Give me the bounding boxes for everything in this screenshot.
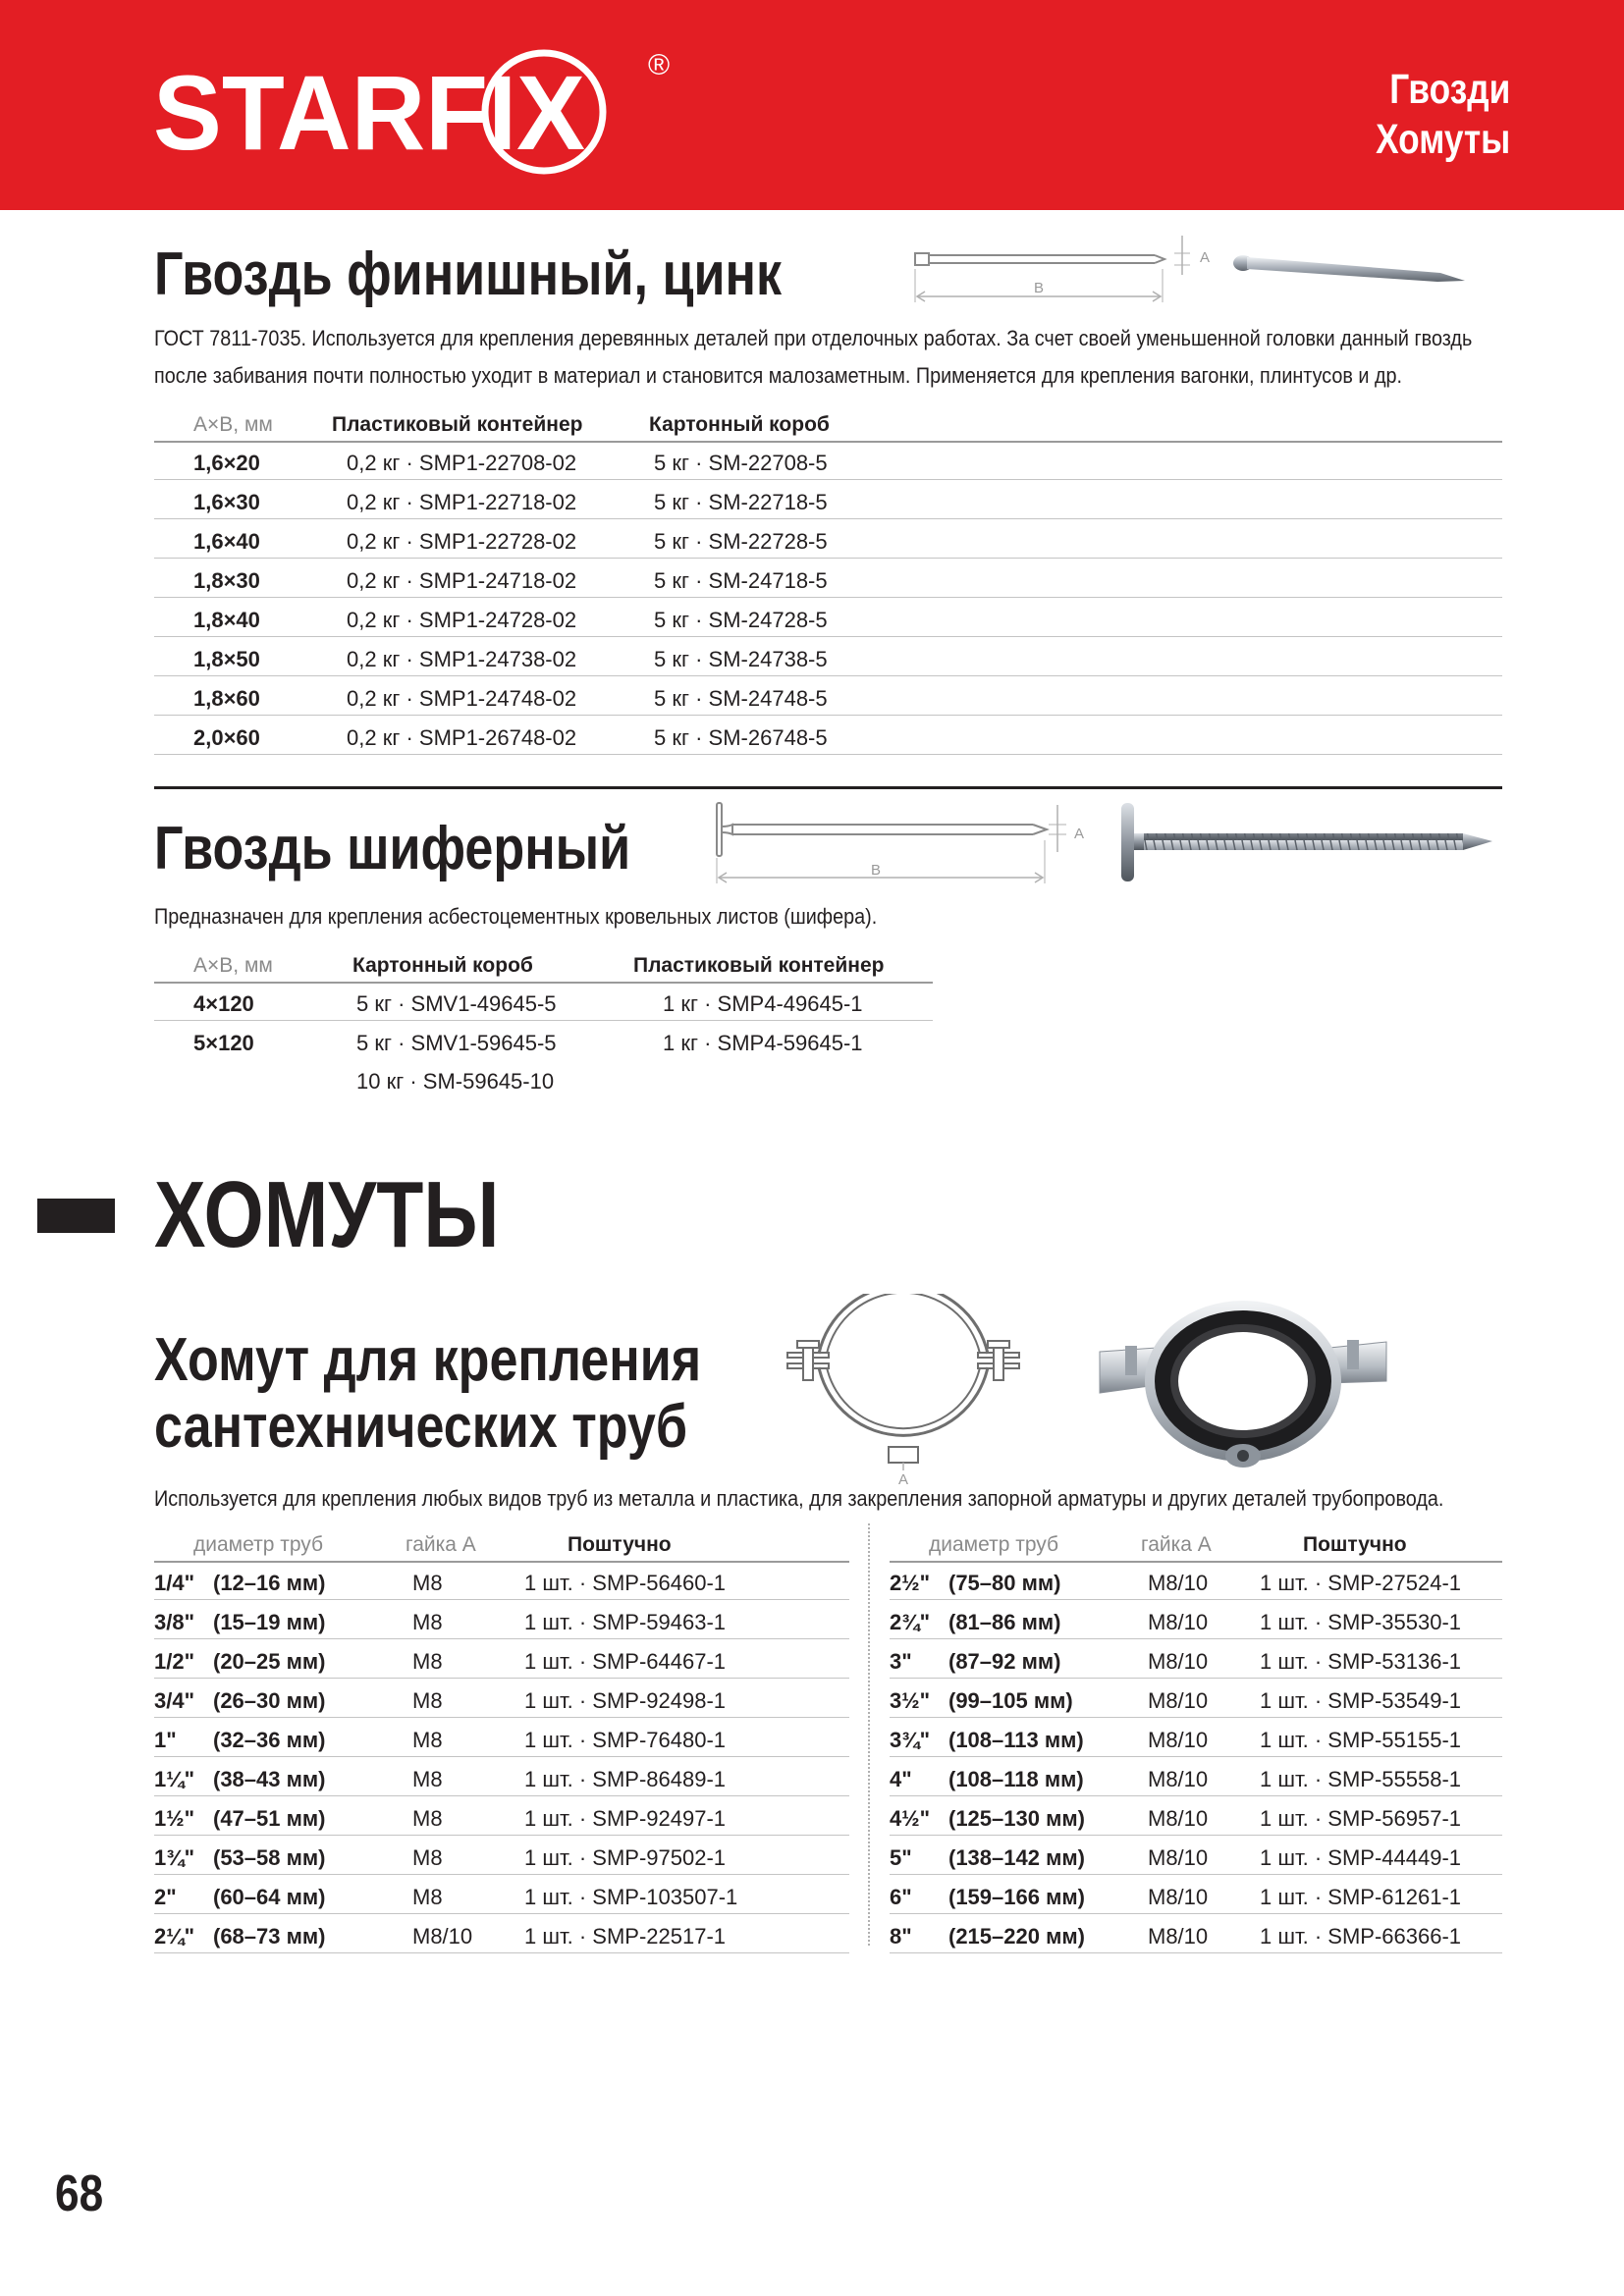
table-cell: 4" [890, 1767, 912, 1791]
table-cell: 5 кг · SM-24718-5 [654, 568, 828, 593]
page-number: 68 [55, 2165, 104, 2222]
finish-nail-photo [1229, 251, 1475, 291]
finish-nail-table [154, 411, 1502, 755]
table-row [154, 982, 933, 1021]
table-cell: M8 [412, 1767, 443, 1791]
finish-nail-diagram [903, 232, 1227, 310]
table-cell: 5" [890, 1845, 912, 1870]
table-row [154, 1561, 849, 1600]
table-cell: 1 шт. · SMP-55155-1 [1260, 1728, 1462, 1752]
table-cell: 5 кг · SM-24738-5 [654, 647, 828, 671]
table-cell: (125–130 мм) [948, 1806, 1085, 1831]
description-line: ГОСТ 7811-7035. Используется для крепления деревянных деталей при отделочных работах. За счет своей уменьшенной головки данный гвоздь [154, 326, 1473, 350]
table-row [154, 1059, 933, 1097]
table-cell: 0,2 кг · SMP1-24738-02 [347, 647, 577, 671]
table-cell: 2¾" [890, 1610, 931, 1634]
table-cell: (159–166 мм) [948, 1885, 1085, 1909]
table-row [890, 1796, 1502, 1836]
column-header: гайка А [406, 1533, 476, 1556]
table-row [890, 1875, 1502, 1914]
table-cell: 5 кг · SM-22718-5 [654, 490, 828, 514]
table-cell: M8/10 [1148, 1885, 1209, 1909]
table-row [154, 637, 1502, 676]
table-cell: 3¾" [890, 1728, 931, 1752]
table-cell: 3/8" [154, 1610, 195, 1634]
table-cell: 1 шт. · SMP-103507-1 [524, 1885, 738, 1909]
table-cell: (32–36 мм) [213, 1728, 326, 1752]
table-cell: M8/10 [1148, 1845, 1209, 1870]
table-cell: (75–80 мм) [948, 1571, 1061, 1595]
header-categories [1376, 65, 1510, 165]
table-cell: 0,2 кг · SMP1-26748-02 [347, 725, 577, 750]
table-cell: 0,2 кг · SMP1-24718-02 [347, 568, 577, 593]
table-row [890, 1836, 1502, 1875]
table-cell: (53–58 мм) [213, 1845, 326, 1870]
slate-nail-photo [1108, 801, 1500, 883]
title-line: Хомут для крепления [154, 1326, 702, 1394]
table-row [154, 1757, 849, 1796]
table-row [890, 1639, 1502, 1679]
column-header: Пластиковый контейнер [332, 413, 583, 436]
table-cell: M8/10 [412, 1924, 473, 1949]
section-divider [154, 786, 1502, 789]
table-cell: 1,6×40 [193, 529, 260, 554]
table-row [154, 1718, 849, 1757]
column-header: диаметр труб [193, 1533, 324, 1556]
table-row [154, 676, 1502, 716]
table-cell: 1/4" [154, 1571, 195, 1595]
table-separator [868, 1523, 870, 1946]
column-header: А×В, мм [193, 413, 273, 436]
table-cell: 1" [154, 1728, 177, 1752]
section-marker [37, 1199, 115, 1233]
nut-a-label: A [897, 1471, 909, 1486]
table-row [890, 1718, 1502, 1757]
table-row [154, 480, 1502, 519]
table-row [154, 1914, 849, 1953]
table-cell: M8 [412, 1688, 443, 1713]
table-row [154, 1679, 849, 1718]
table-row [890, 1914, 1502, 1953]
column-header: А×В, мм [193, 954, 273, 977]
table-cell: (68–73 мм) [213, 1924, 326, 1949]
table-row [154, 1600, 849, 1639]
table-cell: 2" [154, 1885, 177, 1909]
table-cell: 5 кг · SM-22728-5 [654, 529, 828, 554]
table-cell: 1 шт. · SMP-56957-1 [1260, 1806, 1462, 1831]
table-cell: 1 шт. · SMP-53136-1 [1260, 1649, 1462, 1674]
table-cell: 2,0×60 [193, 725, 260, 750]
table-cell: 5×120 [193, 1031, 254, 1055]
table-cell: (99–105 мм) [948, 1688, 1073, 1713]
table-cell: (60–64 мм) [213, 1885, 326, 1909]
table-cell: (26–30 мм) [213, 1688, 326, 1713]
table-cell: 0,2 кг · SMP1-24728-02 [347, 608, 577, 632]
table-row [890, 1561, 1502, 1600]
category-clamps: Хомуты [1375, 116, 1510, 163]
pipe-clamp-diagram [785, 1294, 1021, 1486]
slate-nail-title: Гвоздь шиферный [154, 815, 631, 882]
table-cell: 0,2 кг · SMP1-22708-02 [347, 451, 577, 475]
table-cell: 4½" [890, 1806, 931, 1831]
table-cell: 1/2" [154, 1649, 195, 1674]
table-cell: 5 кг · SMV1-49645-5 [356, 991, 557, 1016]
table-cell: 1,8×50 [193, 647, 260, 671]
title-line: сантехнических труб [154, 1393, 688, 1461]
table-cell: 1 шт. · SMP-27524-1 [1260, 1571, 1462, 1595]
column-header: Поштучно [1303, 1533, 1407, 1556]
pipe-clamp-photo [1096, 1291, 1390, 1477]
table-cell: 1,8×30 [193, 568, 260, 593]
table-cell: M8 [412, 1649, 443, 1674]
table-cell: 1 шт. · SMP-55558-1 [1260, 1767, 1462, 1791]
column-header: Картонный короб [352, 954, 533, 977]
pipe-clamp-table-left [154, 1531, 849, 1953]
table-cell: 1 шт. · SMP-86489-1 [524, 1767, 727, 1791]
dimension-a-label: A [1074, 826, 1085, 842]
table-cell: 1,6×20 [193, 451, 260, 475]
table-row [154, 1796, 849, 1836]
table-row [890, 1679, 1502, 1718]
table-row [154, 598, 1502, 637]
table-header [154, 952, 933, 982]
table-row [154, 1021, 933, 1059]
table-row [154, 1836, 849, 1875]
table-cell: 3" [890, 1649, 912, 1674]
table-cell: 1 шт. · SMP-92497-1 [524, 1806, 727, 1831]
table-cell: 1 шт. · SMP-61261-1 [1260, 1885, 1462, 1909]
slate-nail-description: Предназначен для крепления асбестоцементных кровельных листов (шифера). [154, 904, 878, 929]
registered-mark: ® [648, 49, 671, 81]
table-cell: (38–43 мм) [213, 1767, 326, 1791]
table-cell: 1 кг · SMP4-59645-1 [663, 1031, 863, 1055]
column-header: диаметр труб [929, 1533, 1059, 1556]
table-header [154, 411, 1502, 441]
table-cell: 1 кг · SMP4-49645-1 [663, 991, 863, 1016]
pipe-clamp-description: Используется для крепления любых видов труб из металла и пластика, для закрепления запорной арматуры и других деталей трубопровода. [154, 1486, 1444, 1511]
table-cell: 4×120 [193, 991, 254, 1016]
slate-nail-table [154, 952, 933, 1097]
table-cell: 1,8×60 [193, 686, 260, 711]
table-cell: (81–86 мм) [948, 1610, 1061, 1634]
table-cell: 10 кг · SM-59645-10 [356, 1069, 555, 1094]
table-cell: 1,6×30 [193, 490, 260, 514]
table-cell: 3/4" [154, 1688, 195, 1713]
table-header [154, 1531, 849, 1561]
table-cell: 5 кг · SMV1-59645-5 [356, 1031, 557, 1055]
slate-nail-diagram [709, 801, 1092, 885]
table-cell: 1 шт. · SMP-56460-1 [524, 1571, 727, 1595]
table-cell: (108–113 мм) [948, 1728, 1084, 1752]
table-row [154, 1639, 849, 1679]
table-cell: 5 кг · SM-26748-5 [654, 725, 828, 750]
table-row [154, 559, 1502, 598]
table-cell: (20–25 мм) [213, 1649, 326, 1674]
table-row [890, 1600, 1502, 1639]
starfix-logo [147, 39, 677, 177]
dimension-a-label: A [1200, 249, 1211, 266]
table-cell: 6" [890, 1885, 912, 1909]
table-cell: M8 [412, 1845, 443, 1870]
table-cell: 0,2 кг · SMP1-22718-02 [347, 490, 577, 514]
table-cell: 1 шт. · SMP-44449-1 [1260, 1845, 1462, 1870]
table-cell: 1 шт. · SMP-53549-1 [1260, 1688, 1462, 1713]
table-cell: M8 [412, 1571, 443, 1595]
table-cell: 2½" [890, 1571, 931, 1595]
table-cell: M8/10 [1148, 1728, 1209, 1752]
table-header [890, 1531, 1502, 1561]
brand-wordmark: STARFIX [153, 53, 585, 172]
table-cell: M8/10 [1148, 1924, 1209, 1949]
table-cell: (12–16 мм) [213, 1571, 326, 1595]
pipe-clamp-table-right [890, 1531, 1502, 1953]
column-header: Поштучно [568, 1533, 672, 1556]
table-cell: M8/10 [1148, 1610, 1209, 1634]
table-cell: 2¼" [154, 1924, 195, 1949]
table-cell: (215–220 мм) [948, 1924, 1085, 1949]
description-line: после забивания почти полностью уходит в материал и становится малозаметным. Применяется для крепления вагонки, плинтусов и др. [154, 363, 1403, 388]
pipe-clamp-title [154, 1327, 701, 1461]
table-cell: M8 [412, 1806, 443, 1831]
table-cell: 1 шт. · SMP-59463-1 [524, 1610, 727, 1634]
table-cell: 0,2 кг · SMP1-22728-02 [347, 529, 577, 554]
table-cell: M8/10 [1148, 1649, 1209, 1674]
table-cell: 3½" [890, 1688, 931, 1713]
table-cell: 1 шт. · SMP-35530-1 [1260, 1610, 1462, 1634]
table-cell: 5 кг · SM-22708-5 [654, 451, 828, 475]
table-cell: M8 [412, 1610, 443, 1634]
table-cell: 1¾" [154, 1845, 195, 1870]
table-cell: 1¼" [154, 1767, 195, 1791]
table-row [154, 716, 1502, 755]
table-cell: 1 шт. · SMP-97502-1 [524, 1845, 727, 1870]
table-cell: 1 шт. · SMP-66366-1 [1260, 1924, 1462, 1949]
table-row [154, 519, 1502, 559]
table-cell: 1½" [154, 1806, 195, 1831]
table-row [890, 1757, 1502, 1796]
page-header [0, 0, 1624, 210]
table-cell: 5 кг · SM-24748-5 [654, 686, 828, 711]
table-cell: M8 [412, 1885, 443, 1909]
table-cell: M8/10 [1148, 1571, 1209, 1595]
table-cell: 1 шт. · SMP-92498-1 [524, 1688, 727, 1713]
table-cell: 0,2 кг · SMP1-24748-02 [347, 686, 577, 711]
table-row [154, 1875, 849, 1914]
table-row [154, 441, 1502, 480]
table-cell: M8/10 [1148, 1688, 1209, 1713]
finish-nail-title: Гвоздь финишный, цинк [154, 240, 783, 308]
category-nails: Гвозди [1389, 66, 1510, 113]
table-cell: 1 шт. · SMP-76480-1 [524, 1728, 727, 1752]
table-cell: 1 шт. · SMP-22517-1 [524, 1924, 727, 1949]
clamps-section-title: ХОМУТЫ [154, 1162, 500, 1267]
table-cell: M8/10 [1148, 1806, 1209, 1831]
table-cell: 5 кг · SM-24728-5 [654, 608, 828, 632]
column-header: Пластиковый контейнер [633, 954, 885, 977]
table-cell: (87–92 мм) [948, 1649, 1061, 1674]
table-cell: 1 шт. · SMP-64467-1 [524, 1649, 727, 1674]
table-cell: M8/10 [1148, 1767, 1209, 1791]
column-header: гайка А [1141, 1533, 1212, 1556]
finish-nail-description [154, 320, 1472, 395]
table-cell: M8 [412, 1728, 443, 1752]
dimension-b-label: B [870, 862, 882, 879]
table-cell: 1,8×40 [193, 608, 260, 632]
table-cell: (47–51 мм) [213, 1806, 326, 1831]
table-cell: (138–142 мм) [948, 1845, 1085, 1870]
table-cell: (15–19 мм) [213, 1610, 326, 1634]
table-cell: (108–118 мм) [948, 1767, 1084, 1791]
dimension-b-label: B [1033, 280, 1045, 296]
table-cell: 8" [890, 1924, 912, 1949]
column-header: Картонный короб [649, 413, 830, 436]
